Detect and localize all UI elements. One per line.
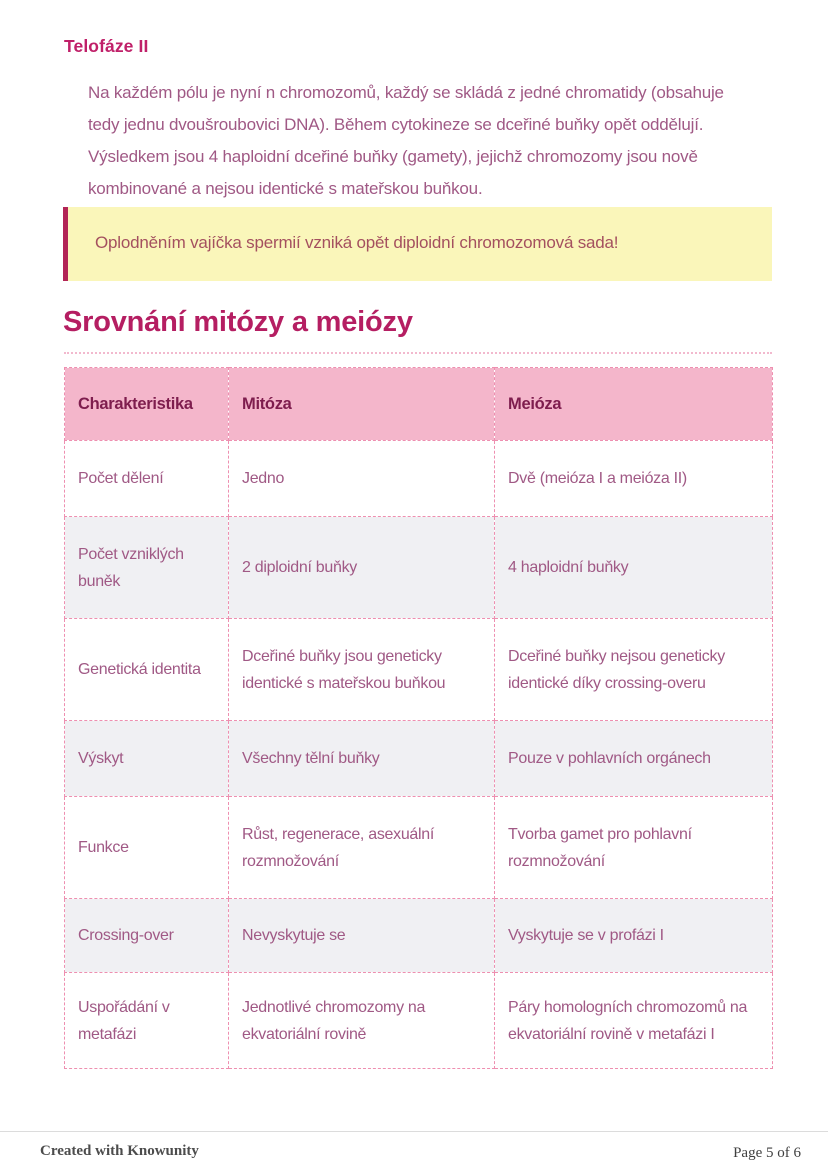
- cell-meiosis: Tvorba gamet pro pohlavní rozmnožování: [495, 797, 773, 899]
- table-row: [65, 441, 773, 517]
- cell-mitosis: Všechny tělní buňky: [229, 721, 495, 797]
- cell-meiosis: Dvě (meióza I a meióza II): [495, 441, 773, 517]
- comparison-table: [64, 367, 773, 1069]
- callout-text: Oplodněním vajíčka spermií vzniká opět diploidní chromozomová sada!: [95, 233, 619, 252]
- cell-label: Genetická identita: [65, 619, 229, 721]
- column-header-mitosis: Mitóza: [229, 368, 495, 441]
- table-row: [65, 619, 773, 721]
- cell-label: Výskyt: [65, 721, 229, 797]
- table-row: [65, 517, 773, 619]
- table-row: [65, 973, 773, 1069]
- body-paragraph: Na každém pólu je nyní n chromozomů, každý se skládá z jedné chromatidy (obsahuje tedy jednu dvoušroubovici DNA). Během cytokineze se dceřiné buňky opět oddělují. Výsledkem jsou 4 haploidní dceřiné buňky (gamety), jejichž chromozomy jsou nově kombinované a nejsou identické s mateřskou buňkou.: [88, 83, 724, 198]
- cell-mitosis: 2 diploidní buňky: [229, 517, 495, 619]
- table-row: [65, 721, 773, 797]
- cell-mitosis: Dceřiné buňky jsou geneticky identické s mateřskou buňkou: [229, 619, 495, 721]
- cell-label: Počet dělení: [65, 441, 229, 517]
- cell-meiosis: Pouze v pohlavních orgánech: [495, 721, 773, 797]
- column-header-characteristic: Charakteristika: [65, 368, 229, 441]
- cell-meiosis: Vyskytuje se v profázi I: [495, 899, 773, 973]
- callout-box: [63, 207, 772, 281]
- dotted-divider: [64, 352, 772, 354]
- cell-mitosis: Nevyskytuje se: [229, 899, 495, 973]
- cell-label: Crossing-over: [65, 899, 229, 973]
- cell-mitosis: Jednotlivé chromozomy na ekvatoriální rovině: [229, 973, 495, 1069]
- page-title: Srovnání mitózy a meiózy: [63, 306, 413, 338]
- cell-mitosis: Jedno: [229, 441, 495, 517]
- cell-label: Funkce: [65, 797, 229, 899]
- section-heading: Telofáze II: [64, 36, 149, 56]
- cell-meiosis: 4 haploidní buňky: [495, 517, 773, 619]
- footer-divider: [0, 1131, 828, 1132]
- table-row: [65, 899, 773, 973]
- page-number: Page 5 of 6: [733, 1145, 801, 1161]
- cell-label: Počet vzniklých buněk: [65, 517, 229, 619]
- column-header-meiosis: Meióza: [495, 368, 773, 441]
- cell-meiosis: Dceřiné buňky nejsou geneticky identické díky crossing-overu: [495, 619, 773, 721]
- table-row: [65, 797, 773, 899]
- cell-mitosis: Růst, regenerace, asexuální rozmnožování: [229, 797, 495, 899]
- footer-branding: Created with Knowunity: [40, 1143, 199, 1159]
- table-header-row: [65, 368, 773, 441]
- cell-label: Uspořádání v metafázi: [65, 973, 229, 1069]
- cell-meiosis: Páry homologních chromozomů na ekvatoriální rovině v metafázi I: [495, 973, 773, 1069]
